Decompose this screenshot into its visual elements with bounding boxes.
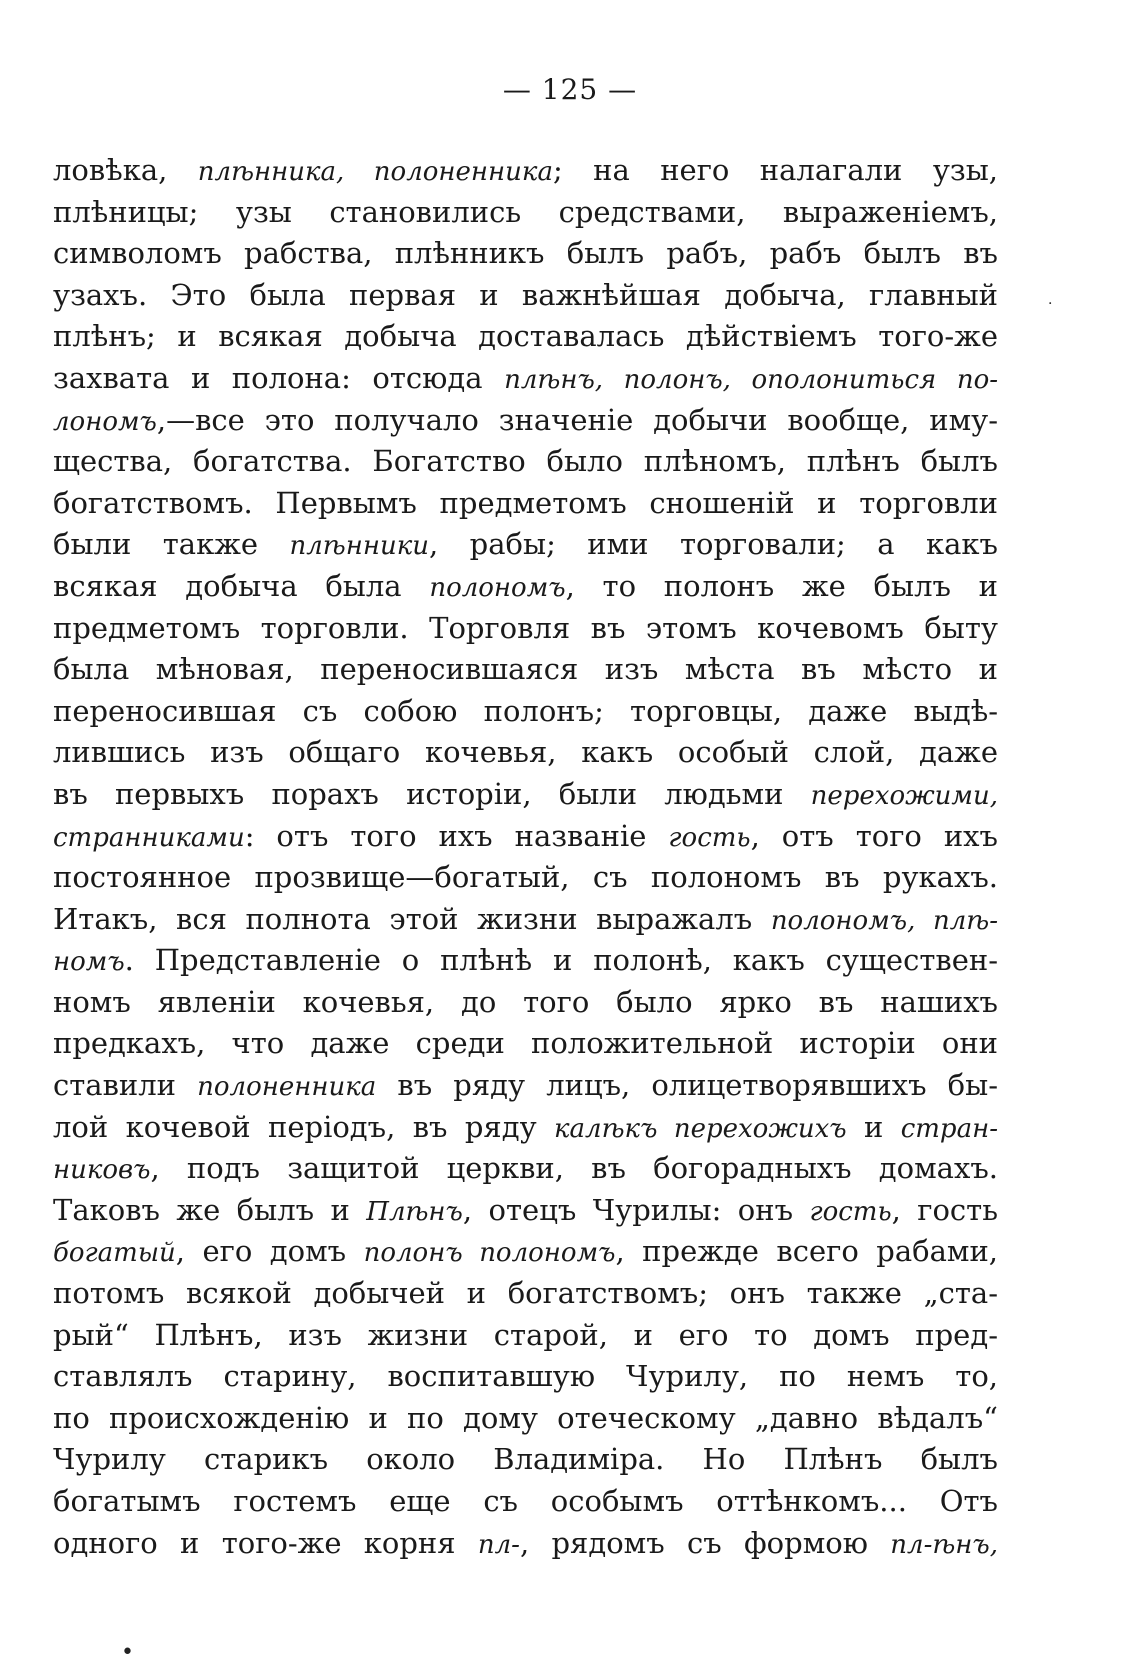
text-line bbox=[53, 1398, 998, 1440]
text-run: богатымъ гостемъ еще съ особымъ оттѣнкомъ... Отъ bbox=[53, 1484, 998, 1518]
text-line bbox=[53, 483, 998, 525]
italic-text: пл-ѣнъ, bbox=[890, 1529, 999, 1560]
text-run: , подъ защитой церкви, въ богорадныхъ домахъ. bbox=[150, 1151, 998, 1186]
text-run: была мѣновая, переносившаяся изъ мѣста въ мѣсто и bbox=[53, 652, 998, 687]
text-line bbox=[53, 316, 998, 358]
text-run: по происхожденію и по дому отеческому „давно вѣдалъ“ bbox=[53, 1400, 998, 1435]
text-line bbox=[53, 982, 998, 1024]
text-run: рый“ Плѣнъ, изъ жизни старой, и его то домъ пред- bbox=[53, 1317, 998, 1352]
text-run: , рядомъ съ формою bbox=[519, 1525, 891, 1560]
text-line bbox=[53, 732, 998, 774]
text-line bbox=[53, 899, 998, 941]
text-run: одного и того-же корня bbox=[53, 1525, 478, 1560]
text-line bbox=[53, 816, 998, 858]
text-line bbox=[53, 566, 998, 608]
text-line bbox=[53, 1273, 998, 1315]
italic-text: плѣнъ, полонъ, ополониться по- bbox=[504, 364, 999, 395]
text-line bbox=[53, 1065, 998, 1107]
text-run: потомъ всякой добычей и богатствомъ; онъ также „ста- bbox=[53, 1276, 998, 1311]
text-run: : отъ того ихъ названіе bbox=[244, 818, 669, 853]
text-run: символомъ рабства, плѣнникъ былъ рабъ, рабъ былъ въ bbox=[53, 236, 998, 271]
italic-text: полонъ полономъ bbox=[363, 1238, 616, 1269]
text-line bbox=[53, 192, 998, 234]
text-run: богатствомъ. Первымъ предметомъ сношеній и торговли bbox=[53, 485, 998, 520]
italic-text: Плѣнъ bbox=[366, 1196, 463, 1227]
italic-text: полономъ, плѣ- bbox=[770, 905, 999, 936]
text-run: Итакъ, вся полнота этой жизни выражалъ bbox=[53, 901, 771, 936]
text-run: узахъ. Это была первая и важнѣйшая добыча, главный bbox=[53, 277, 998, 312]
text-run: , отъ того ихъ bbox=[750, 818, 998, 853]
text-run: въ ряду лицъ, олицетворявшихъ бы- bbox=[376, 1068, 998, 1103]
margin-speck: • bbox=[121, 1640, 134, 1665]
text-run: , рабы; ими торговали; а какъ bbox=[429, 527, 999, 562]
text-line bbox=[53, 275, 998, 317]
text-run: ,—все это получало значеніе добычи вообще, иму- bbox=[156, 402, 998, 437]
text-run: , то полонъ же былъ и bbox=[565, 568, 998, 603]
italic-text: полономъ bbox=[429, 572, 566, 603]
italic-text: номъ bbox=[53, 947, 125, 978]
text-line bbox=[53, 441, 998, 483]
text-line bbox=[53, 1356, 998, 1398]
text-run: всякая добыча была bbox=[53, 568, 430, 603]
text-run: Таковъ же былъ и bbox=[53, 1192, 367, 1227]
italic-text: плѣнника, полоненника bbox=[197, 157, 553, 187]
text-line bbox=[53, 691, 998, 733]
text-run: лой кочевой періодъ, въ ряду bbox=[53, 1109, 555, 1144]
text-run: были также bbox=[53, 527, 290, 562]
text-run: предметомъ торговли. Торговля въ этомъ кочевомъ быту bbox=[53, 610, 998, 645]
text-run: захвата и полона: отсюда bbox=[53, 360, 505, 395]
text-line bbox=[53, 1481, 998, 1523]
text-run: номъ явленіи кочевья, до того было ярко въ нашихъ bbox=[53, 984, 998, 1019]
italic-text: пл- bbox=[477, 1529, 520, 1560]
text-line bbox=[53, 649, 998, 691]
italic-text: лономъ bbox=[53, 406, 157, 437]
body-text bbox=[53, 150, 998, 1564]
italic-text: богатый bbox=[53, 1238, 176, 1269]
text-line bbox=[53, 1231, 998, 1273]
text-run: ловѣка, bbox=[53, 153, 198, 187]
text-run: ставили bbox=[53, 1068, 198, 1103]
text-run: , отецъ Чурилы: онъ bbox=[462, 1192, 810, 1227]
text-line bbox=[53, 940, 998, 982]
text-line bbox=[53, 358, 998, 400]
text-line bbox=[53, 524, 998, 566]
text-run: ; на него налагали узы, bbox=[552, 153, 998, 187]
italic-text: перехожими, bbox=[810, 780, 998, 811]
italic-text: стран- bbox=[900, 1113, 998, 1144]
text-run: переносившая съ собою полонъ; торговцы, даже выдѣ- bbox=[53, 693, 998, 728]
text-line bbox=[53, 400, 998, 442]
text-run: , прежде всего рабами, bbox=[615, 1234, 998, 1269]
text-run: постоянное прозвище—богатый, съ полономъ въ рукахъ. bbox=[53, 860, 998, 895]
italic-text: гость bbox=[668, 822, 751, 853]
text-run: плѣницы; узы становились средствами, выраженіемъ, bbox=[53, 194, 998, 229]
text-run: . Представленіе о плѣнѣ и полонѣ, какъ существен- bbox=[124, 943, 998, 978]
italic-text: гость bbox=[809, 1196, 892, 1227]
text-line bbox=[53, 233, 998, 275]
text-run: , его домъ bbox=[175, 1234, 364, 1269]
text-line bbox=[53, 1439, 998, 1481]
text-run: ставлялъ старину, воспитавшую Чурилу, по немъ то, bbox=[53, 1359, 998, 1394]
text-line bbox=[53, 150, 998, 192]
text-run: въ первыхъ порахъ исторіи, были людьми bbox=[53, 776, 811, 811]
text-run: , гость bbox=[891, 1192, 998, 1227]
italic-text: никовъ bbox=[53, 1155, 151, 1186]
text-run: Чурилу старикъ около Владиміра. Но Плѣнъ былъ bbox=[53, 1442, 998, 1477]
italic-text: плѣнники bbox=[289, 531, 430, 562]
italic-text: калѣкъ перехожихъ bbox=[554, 1113, 847, 1144]
text-line bbox=[53, 1315, 998, 1357]
text-run: щества, богатства. Богатство было плѣномъ, плѣнъ былъ bbox=[53, 444, 998, 479]
page-number: — 125 — bbox=[502, 73, 638, 106]
text-line bbox=[53, 1190, 998, 1232]
text-run: лившись изъ общаго кочевья, какъ особый слой, даже bbox=[53, 735, 998, 770]
italic-text: полоненника bbox=[197, 1072, 377, 1103]
text-run: предкахъ, что даже среди положительной исторіи они bbox=[53, 1026, 998, 1061]
text-line bbox=[53, 608, 998, 650]
margin-speck: · bbox=[1048, 296, 1053, 312]
text-line bbox=[53, 1148, 998, 1190]
text-line bbox=[53, 857, 998, 899]
text-line bbox=[53, 774, 998, 816]
text-line bbox=[53, 1023, 998, 1065]
text-run: и bbox=[846, 1109, 901, 1144]
text-line bbox=[53, 1107, 998, 1149]
italic-text: странниками bbox=[53, 822, 245, 853]
text-run: плѣнъ; и всякая добыча доставалась дѣйствіемъ того-же bbox=[53, 319, 998, 354]
text-line bbox=[53, 1523, 998, 1565]
